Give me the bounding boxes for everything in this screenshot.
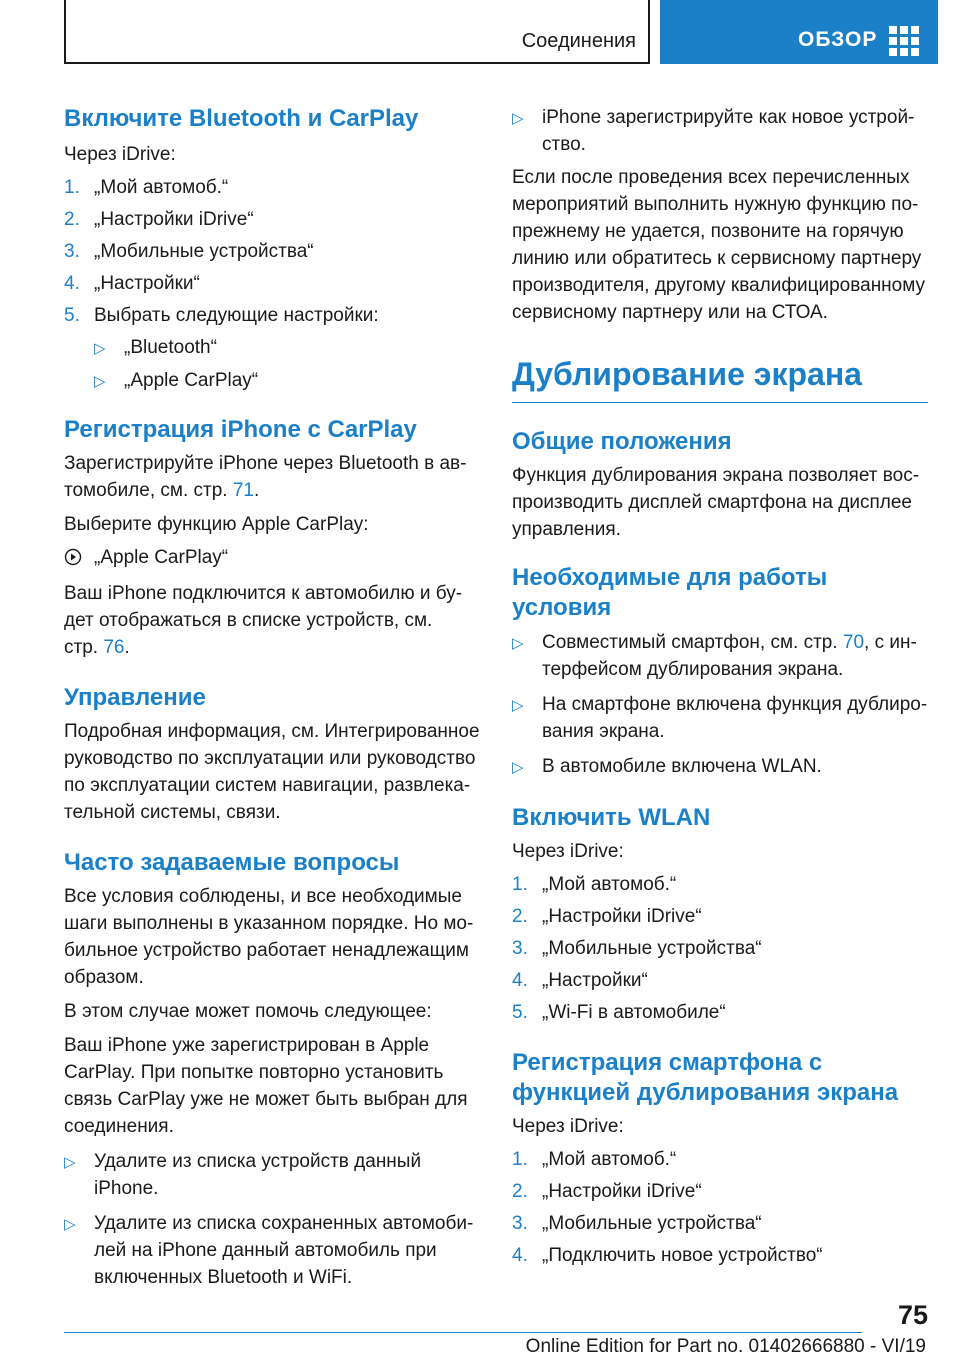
step-text: „Wi-Fi в автомобиле“: [542, 1002, 726, 1023]
via-idrive-3: Через iDrive:: [512, 1116, 624, 1137]
text-line: CarPlay. При попытке повторно установить: [64, 1062, 444, 1083]
text-line: Если после проведения всех перечисленных: [512, 167, 910, 188]
heading-register-smartphone: [512, 1048, 932, 1108]
control-paragraph: [64, 718, 484, 826]
text-line: стр.: [64, 637, 104, 658]
step-number: 3.: [512, 938, 528, 959]
overview-tab[interactable]: [660, 0, 938, 64]
text-line: управления.: [512, 519, 621, 540]
via-idrive-1: Через iDrive:: [64, 144, 176, 165]
step-text: „Настройки“: [542, 970, 648, 991]
bullet-text: [94, 1210, 473, 1291]
play-circle-icon: [64, 544, 94, 575]
page-link-70[interactable]: 70: [842, 632, 865, 653]
steps-list-1: [64, 174, 484, 395]
page-link-76[interactable]: 76: [103, 637, 125, 658]
text-line: Зарегистрируйте iPhone через Bluetooth в ав-: [64, 453, 467, 474]
step-text: „Мой автомоб.“: [94, 177, 229, 198]
text-line: томобиле, см. стр.: [64, 480, 233, 501]
text-line: производителя, другому квалифицированному: [512, 275, 926, 296]
text-line: вания экрана.: [542, 721, 665, 742]
list-item: [512, 903, 932, 930]
register-paragraph-2: Выберите функцию Apple CarPlay:: [64, 514, 369, 535]
step-text: „Настройки iDrive“: [94, 209, 254, 230]
bullet-text: [542, 691, 927, 745]
step-number: 5.: [64, 305, 80, 326]
faq-paragraph-2: В этом случае может помочь следующее:: [64, 1001, 432, 1022]
list-item: [64, 1210, 484, 1291]
text-line: Удалите из списка устройств данный: [94, 1151, 422, 1172]
list-item: [64, 238, 484, 265]
triangle-bullet-icon: ▷: [64, 1216, 76, 1233]
heading-requirements: [512, 563, 932, 623]
triangle-bullet-icon: ▷: [512, 759, 524, 776]
text-line: шаги выполнены в указанном порядке. Но мо-: [64, 913, 474, 934]
heading-register-iphone: Регистрация iPhone с CarPlay: [64, 416, 417, 443]
action-item: [64, 544, 484, 575]
list-item: [512, 104, 932, 158]
sub-item-text: „Bluetooth“: [124, 337, 217, 358]
text-line: Удалите из списка сохраненных автомоби-: [94, 1213, 474, 1234]
step-text: „Мой автомоб.“: [542, 1149, 677, 1170]
step-text: Выбрать следующие настройки:: [94, 305, 379, 326]
step-text: „Настройки iDrive“: [542, 906, 702, 927]
step-text: „Подключить новое устройство“: [542, 1245, 823, 1266]
triangle-bullet-icon: ▷: [512, 110, 524, 127]
text-line: руководство по эксплуатации или руководство: [64, 748, 476, 769]
bullet-text: [94, 1148, 421, 1202]
heading-enable-wlan: Включить WLAN: [512, 804, 711, 831]
step-number: 5.: [512, 1002, 528, 1023]
text-line: прежнему не удается, позвоните на горячую: [512, 221, 904, 242]
step-number: 1.: [512, 874, 528, 895]
text-line: лей на iPhone данный автомобиль при: [94, 1240, 437, 1261]
bullet-text: [542, 629, 917, 683]
text-line: ство.: [542, 134, 586, 155]
text-line: включенных Bluetooth и WiFi.: [94, 1267, 353, 1288]
triangle-bullet-icon: ▷: [512, 697, 524, 714]
heading-bluetooth-carplay: Включите Bluetooth и CarPlay: [64, 105, 419, 132]
step-number: 2.: [512, 1181, 528, 1202]
list-item: [512, 1178, 932, 1205]
step-text: „Мобильные устройства“: [542, 1213, 762, 1234]
text-line: линию или обратитесь к сервисному партнеру: [512, 248, 922, 269]
text-line: Ваш iPhone уже зарегистрирован в Apple: [64, 1035, 430, 1056]
text-line: , с ин-: [864, 632, 917, 653]
text-line: бильное устройство работает ненадлежащим: [64, 940, 469, 961]
register-paragraph-3: [64, 580, 484, 661]
step-number: 4.: [512, 1245, 528, 1266]
sub-list-item: [94, 334, 484, 362]
faq-paragraph-3: [64, 1032, 484, 1140]
text-line: производить дисплей смартфона на дисплее: [512, 492, 912, 513]
register-paragraph-1: [64, 450, 484, 504]
list-item: [64, 1148, 484, 1202]
text-line: соединения.: [64, 1116, 174, 1137]
bullet-text: [542, 104, 914, 158]
list-item: [512, 1242, 932, 1269]
list-item: [512, 629, 932, 683]
list-item: [64, 206, 484, 233]
text-line: мероприятий выполнить нужную функцию по-: [512, 194, 919, 215]
sub-list-item: [94, 367, 484, 395]
heading-screen-mirroring: Дублирование экрана: [512, 354, 928, 403]
text-line: Ваш iPhone подключится к автомобилю и бу-: [64, 583, 463, 604]
edition-line: Online Edition for Part no. 01402666880 - VI/19: [525, 1336, 926, 1357]
left-column: [64, 100, 484, 1291]
list-item: [512, 691, 932, 745]
page-link-71[interactable]: 71: [232, 480, 254, 501]
text-line: iPhone.: [94, 1178, 159, 1199]
step-text: „Мой автомоб.“: [542, 874, 677, 895]
step-number: 4.: [512, 970, 528, 991]
list-item: [512, 935, 932, 962]
page-number: 75: [897, 1300, 928, 1330]
via-idrive-2: Через iDrive:: [512, 841, 624, 862]
step-text: „Мобильные устройства“: [94, 241, 314, 262]
text-line: тельной системы, связи.: [64, 802, 281, 823]
triangle-bullet-icon: ▷: [64, 1154, 76, 1171]
header-section-box: [64, 0, 650, 64]
heading-line: Регистрация смартфона с: [512, 1049, 823, 1076]
heading-control: Управление: [64, 684, 206, 711]
step-number: 2.: [512, 906, 528, 927]
text-line: сервисному партнеру или на СТОА.: [512, 302, 828, 323]
text-punct: .: [253, 480, 260, 501]
text-line: связь CarPlay уже не может быть выбран для: [64, 1089, 468, 1110]
list-item: [512, 1210, 932, 1237]
heading-line: функцией дублирования экрана: [512, 1079, 899, 1106]
advice-paragraph: [512, 164, 932, 326]
heading-general: Общие положения: [512, 428, 732, 455]
text-line: Подробная информация, см. Интегрированное: [64, 721, 480, 742]
steps-list-3: [512, 1146, 932, 1269]
step-number: 3.: [64, 241, 80, 262]
bullet-text: В автомобиле включена WLAN.: [542, 756, 822, 777]
step-number: 3.: [512, 1213, 528, 1234]
faq-paragraph-1: [64, 883, 484, 991]
list-item: [512, 871, 932, 898]
grid-icon: [889, 26, 921, 54]
triangle-bullet-icon: ▷: [94, 373, 106, 390]
heading-line: условия: [512, 594, 612, 621]
triangle-bullet-icon: ▷: [94, 340, 106, 357]
text-line: Совместимый смартфон, см. стр.: [542, 632, 843, 653]
list-item: [512, 999, 932, 1026]
list-item: [512, 1146, 932, 1173]
text-line: дет отображаться в списке устройств, см.: [64, 610, 433, 631]
list-item: [64, 270, 484, 297]
sub-item-text: „Apple CarPlay“: [124, 370, 259, 391]
list-item: [512, 967, 932, 994]
action-text: „Apple CarPlay“: [94, 547, 229, 568]
step-text: „Настройки“: [94, 273, 200, 294]
text-line: по эксплуатации систем навигации, развлека-: [64, 775, 471, 796]
list-item: [64, 302, 484, 329]
footer-divider: [64, 1332, 862, 1333]
section-title: Соединения: [521, 30, 636, 52]
step-number: 1.: [64, 177, 80, 198]
text-line: образом.: [64, 967, 144, 988]
right-column: [512, 104, 932, 1269]
step-number: 4.: [64, 273, 80, 294]
list-item: [512, 753, 932, 781]
steps-list-2: [512, 871, 932, 1026]
step-text: „Настройки iDrive“: [542, 1181, 702, 1202]
text-line: Функция дублирования экрана позволяет вос-: [512, 465, 920, 486]
triangle-bullet-icon: ▷: [512, 635, 524, 652]
step-number: 2.: [64, 209, 80, 230]
overview-tab-label: ОБЗОР: [798, 28, 878, 51]
text-line: iPhone зарегистрируйте как новое устрой-: [542, 107, 915, 128]
heading-faq: Часто задаваемые вопросы: [64, 849, 400, 876]
list-item: [64, 174, 484, 201]
step-text: „Мобильные устройства“: [542, 938, 762, 959]
text-line: терфейсом дублирования экрана.: [542, 659, 844, 680]
text-punct: .: [124, 637, 130, 658]
text-line: На смартфоне включена функция дублиро-: [542, 694, 928, 715]
text-line: Все условия соблюдены, и все необходимые: [64, 886, 462, 907]
general-paragraph: [512, 462, 932, 543]
heading-line: Необходимые для работы: [512, 564, 828, 591]
step-number: 1.: [512, 1149, 528, 1170]
